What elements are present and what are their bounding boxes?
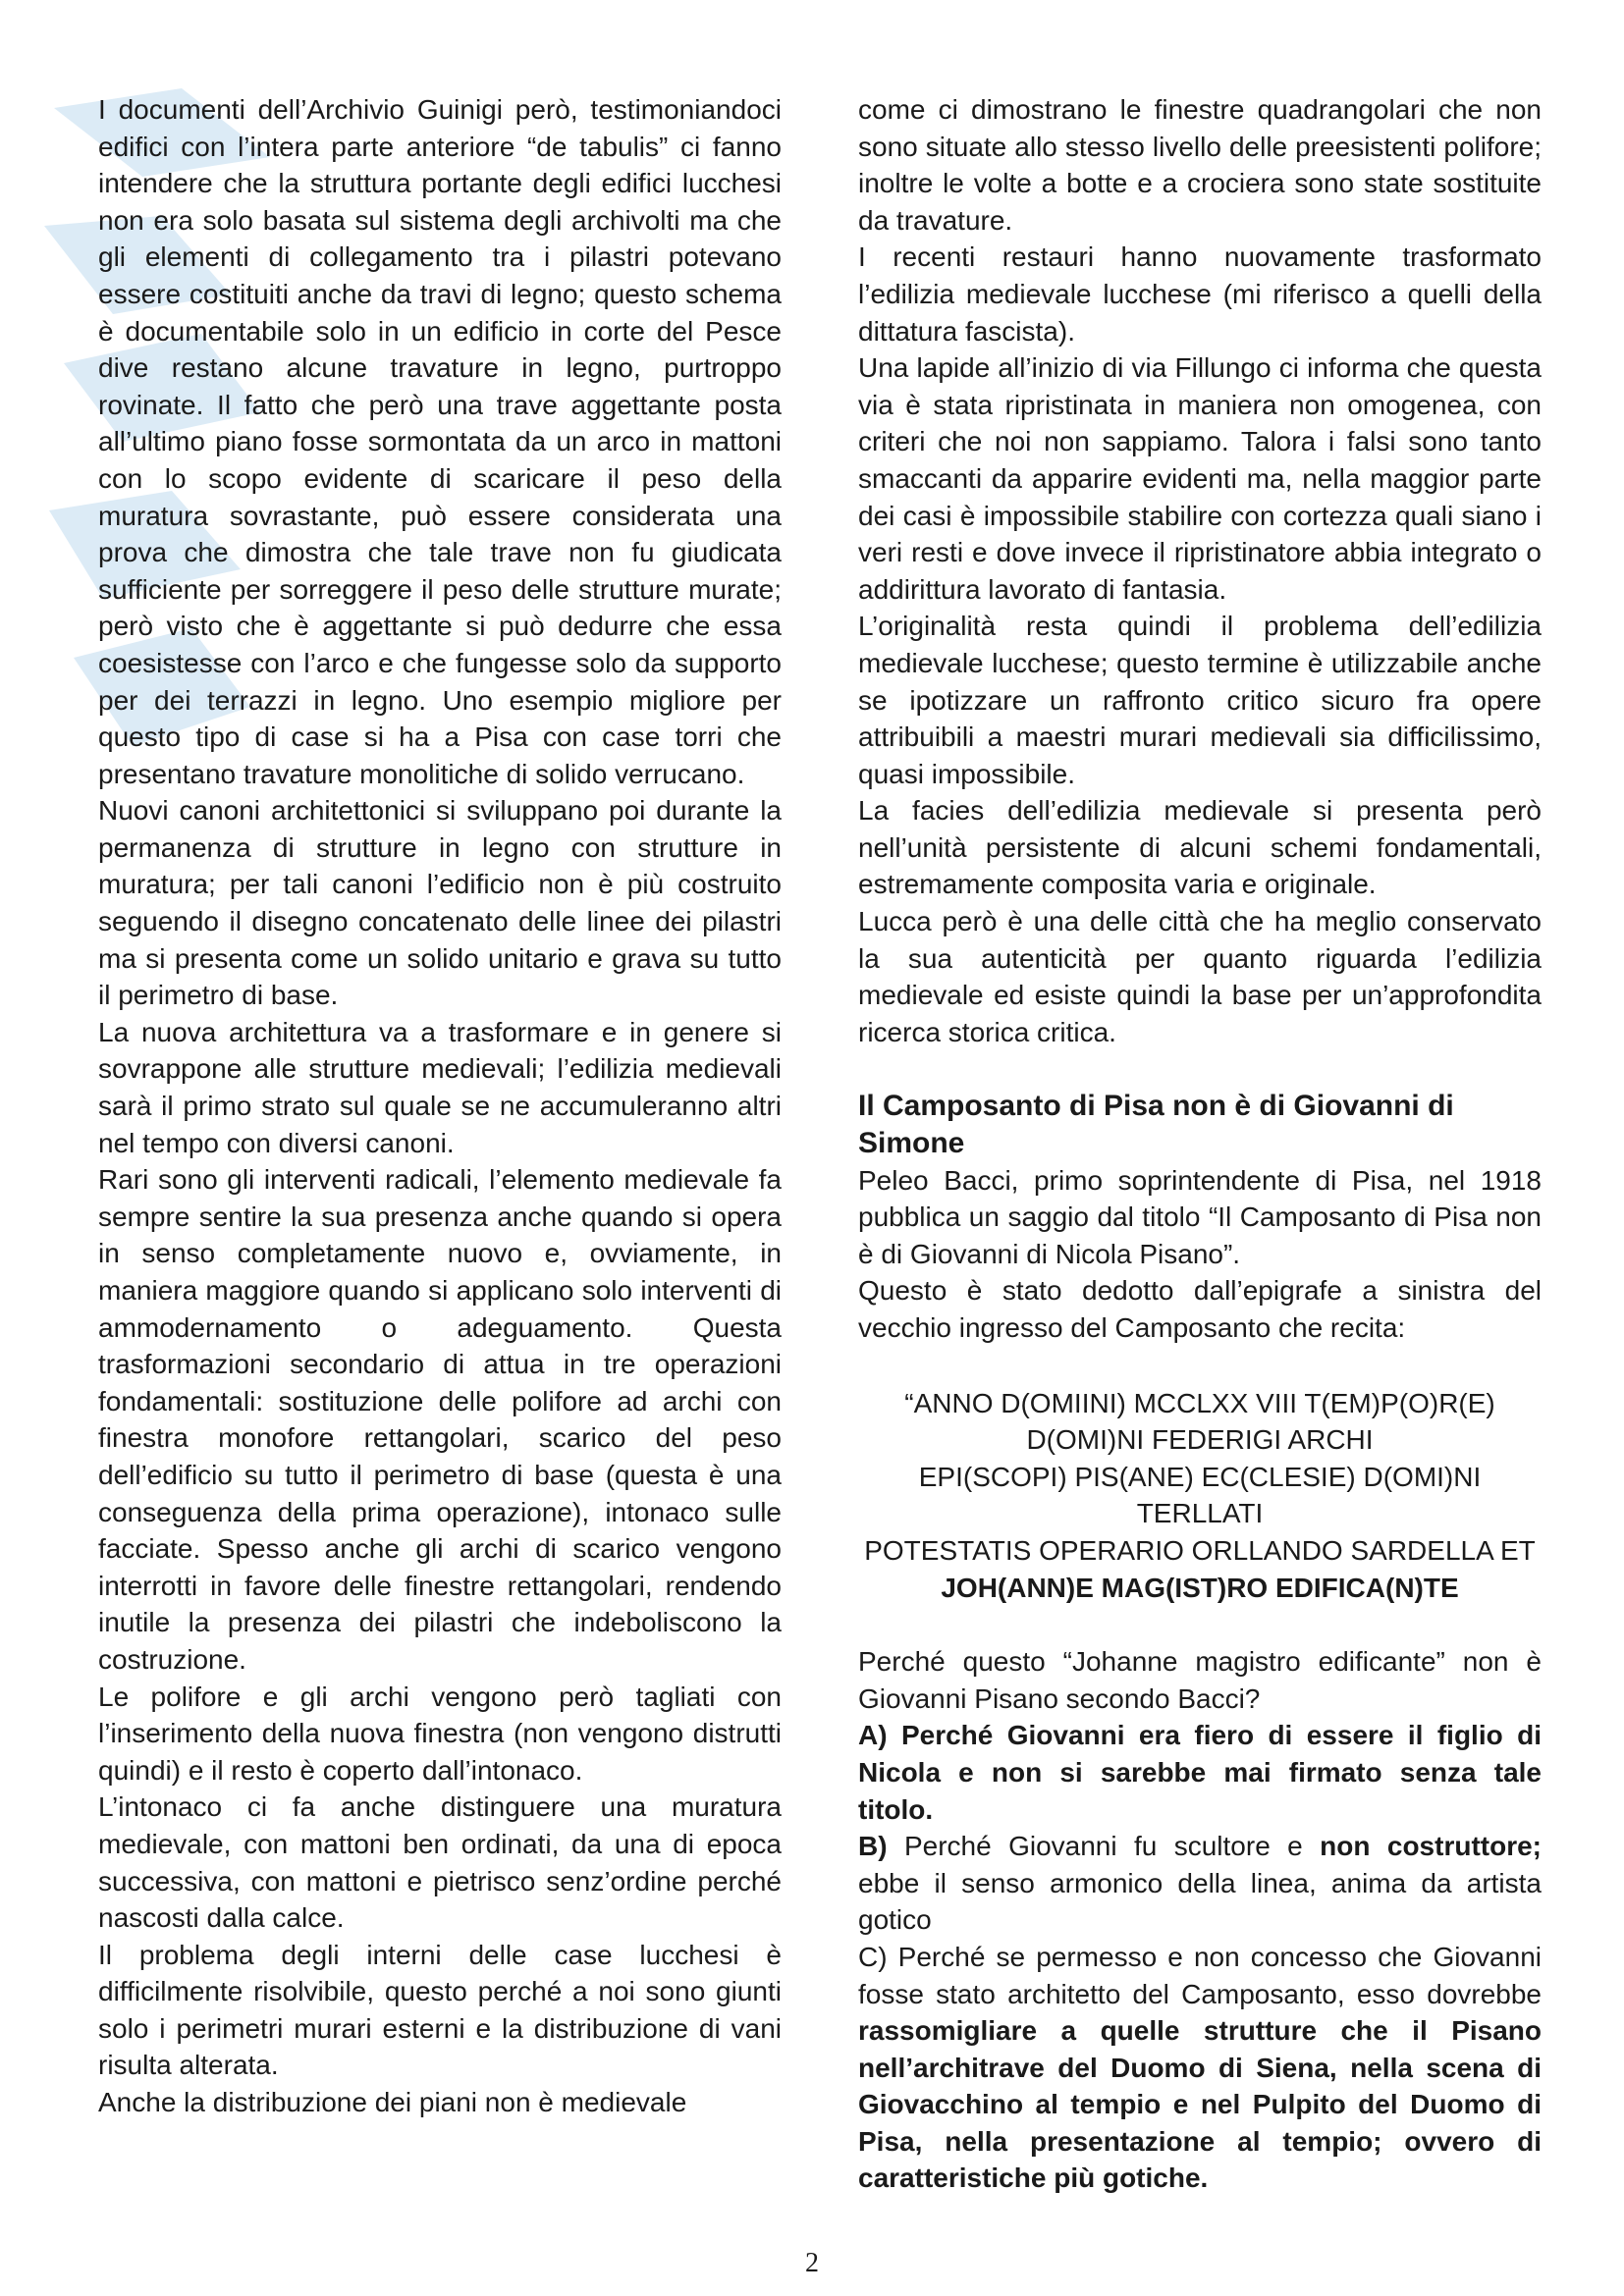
paragraph: Anche la distribuzione dei piani non è medievale bbox=[98, 2087, 687, 2118]
answer-c bbox=[858, 1939, 1542, 2197]
epigraph-line: EPI(SCOPI) PIS(ANE) EC(CLESIE) D(OMI)NI TERLLATI bbox=[918, 1461, 1482, 1529]
paragraph: Rari sono gli interventi radicali, l’elemento medievale fa sempre sentire la sua presenza anche quando si opera in senso completamente nuovo e, ovviamente, in maniera maggiore quando si applicano solo interventi di ammodernamento o adeguamento. Questa trasformazioni secondario di attua in tre operazioni fondamentali: sostituzione delle polifore ad archi con finestra monofore rettangolari, scarico del peso dell’edificio su tutto il perimetro di base (questa è una conseguenza della prima operazione), intonaco sulle facciate. Spesso anche gli archi di scarico vengono interrotti in favore delle finestre rettangolari, rendendo inutile la presenza dei pilastri che indeboliscono la costruzione. bbox=[98, 1164, 782, 1675]
answer-b-bold: non costruttore; bbox=[1320, 1831, 1542, 1862]
answer-b-label: B) bbox=[858, 1831, 888, 1862]
epigraph-line-bold: JOH(ANN)E MAG(IST)RO EDIFICA(N)TE bbox=[941, 1572, 1459, 1603]
left-column bbox=[98, 91, 782, 2121]
epigraph bbox=[858, 1385, 1542, 1607]
section-heading: Il Camposanto di Pisa non è di Giovanni di Simone bbox=[858, 1090, 1454, 1160]
epigraph-line: D(OMI)NI FEDERIGI ARCHI bbox=[1026, 1424, 1374, 1456]
right-column bbox=[858, 91, 1542, 2197]
answer-c-text: C) Perché se permesso e non concesso che Giovanni fosse stato architetto del Camposanto, esso dovrebbe bbox=[858, 1941, 1542, 2009]
paragraph: Il problema degli interni delle case lucchesi è difficilmente risolvibile, questo perché a noi sono giunti solo i perimetri murari esterni e la distribuzione di vani risulta alterata. bbox=[98, 1939, 782, 2081]
paragraph: I documenti dell’Archivio Guinigi però, testimoniandoci edifici con l’intera parte anteriore “de tabulis” ci fanno intendere che la struttura portante degli edifici lucchesi non era solo basata sul sistema degli archivolti ma che gli elementi di collegamento tra i pilastri potevano essere costituiti anche da travi di legno; questo schema è documentabile solo in un edificio in corte del Pesce dive restano alcune travature in legno, purtroppo rovinate. Il fatto che però una trave aggettante posta all’ultimo piano fosse sormontata da un arco in mattoni con lo scopo evidente di scaricare il peso della muratura sovrastante, può essere considerata una prova che dimostra che tale trave non fu giudicata sufficiente per sorreggere il peso delle strutture murate; però visto che è aggettante si può dedurre che essa coesistesse con l’arco e che fungesse solo da supporto per dei terrazzi in legno. Uno esempio migliore per questo tipo di case si ha a Pisa con case torri che presentano travature monolitiche di solido verrucano. bbox=[98, 94, 782, 789]
paragraph: Nuovi canoni architettonici si sviluppano poi durante la permanenza di strutture in legno con strutture in muratura; per tali canoni l’edificio non è più costruito seguendo il disegno concatenato delle linee dei pilastri ma si presenta come un solido unitario e grava su tutto il perimetro di base. bbox=[98, 795, 782, 1011]
epigraph-line: “ANNO D(OMIINI) MCCLXX VIII T(EM)P(O)R(E) bbox=[904, 1387, 1495, 1418]
paragraph: L’originalità resta quindi il problema dell’edilizia medievale lucchese; questo termine è utilizzabile anche se ipotizzare un raffronto critico sicuro fra opere attribuibili a maestri murari medievali sia difficilissimo, quasi impossibile. bbox=[858, 611, 1542, 789]
paragraph: Questo è stato dedotto dall’epigrafe a sinistra del vecchio ingresso del Camposanto che recita: bbox=[858, 1275, 1542, 1343]
page-number: 2 bbox=[805, 2248, 819, 2278]
paragraph: Lucca però è una delle città che ha meglio conservato la sua autenticità per quanto riguarda l’edilizia medievale ed esiste quindi la base per un’approfondita ricerca storica critica. bbox=[858, 906, 1542, 1047]
epigraph-line: POTESTATIS OPERARIO ORLLANDO SARDELLA ET bbox=[864, 1534, 1536, 1566]
answer-b-text-2: ebbe il senso armonico della linea, anima da artista gotico bbox=[858, 1867, 1542, 1936]
paragraph: Le polifore e gli archi vengono però tagliati con l’inserimento della nuova finestra (non vengono distrutti quindi) e il resto è coperto dall’intonaco. bbox=[98, 1681, 782, 1786]
paragraph: Una lapide all’inizio di via Fillungo ci informa che questa via è stata ripristinata in maniera non omogenea, con criteri che noi non sappiamo. Talora i falsi sono tanto smaccanti da apparire evidenti ma, nella maggior parte dei casi è impossibile stabilire con cortezza quali siano i veri resti e dove invece il ripristinatore abbia integrato o addirittura lavorato di fantasia. bbox=[858, 352, 1542, 605]
paragraph: La nuova architettura va a trasformare e in genere si sovrappone alle strutture medievali; l’edilizia medievali sarà il primo strato sul quale se ne accumuleranno altri nel tempo con diversi canoni. bbox=[98, 1016, 782, 1158]
answer-b bbox=[858, 1828, 1542, 1939]
question-paragraph: Perché questo “Johanne magistro edificante” non è Giovanni Pisano secondo Bacci? bbox=[858, 1646, 1542, 1714]
paragraph: come ci dimostrano le finestre quadrangolari che non sono situate allo stesso livello delle preesistenti polifore; inoltre le volte a botte e a crociera sono state sostituite da travature. bbox=[858, 94, 1542, 236]
answer-a-text: A) Perché Giovanni era fiero di essere il figlio di Nicola e non si sarebbe mai firmato senza tale titolo. bbox=[858, 1720, 1542, 1825]
answer-c-bold: rassomigliare a quelle strutture che il Pisano nell’architrave del Duomo di Siena, nella scena di Giovacchino al tempio e nel Pulpito del Duomo di Pisa, nella presentazione al tempio; ovvero di caratteristiche più gotiche. bbox=[858, 2015, 1542, 2194]
answer-a bbox=[858, 1717, 1542, 1828]
paragraph: L’intonaco ci fa anche distinguere una muratura medievale, con mattoni ben ordinati, da una di epoca successiva, con mattoni e pietrisco senz’ordine perché nascosti dalla calce. bbox=[98, 1791, 782, 1934]
paragraph: Peleo Bacci, primo soprintendente di Pisa, nel 1918 pubblica un saggio dal titolo “Il Camposanto di Pisa non è di Giovanni di Nicola Pisano”. bbox=[858, 1164, 1542, 1269]
answer-b-text: Perché Giovanni fu scultore e bbox=[887, 1831, 1321, 1862]
paragraph: La facies dell’edilizia medievale si presenta però nell’unità persistente di alcuni schemi fondamentali, estremamente composita varia e originale. bbox=[858, 795, 1542, 900]
paragraph: I recenti restauri hanno nuovamente trasformato l’edilizia medievale lucchese (mi riferisco a quelli della dittatura fascista). bbox=[858, 241, 1542, 347]
